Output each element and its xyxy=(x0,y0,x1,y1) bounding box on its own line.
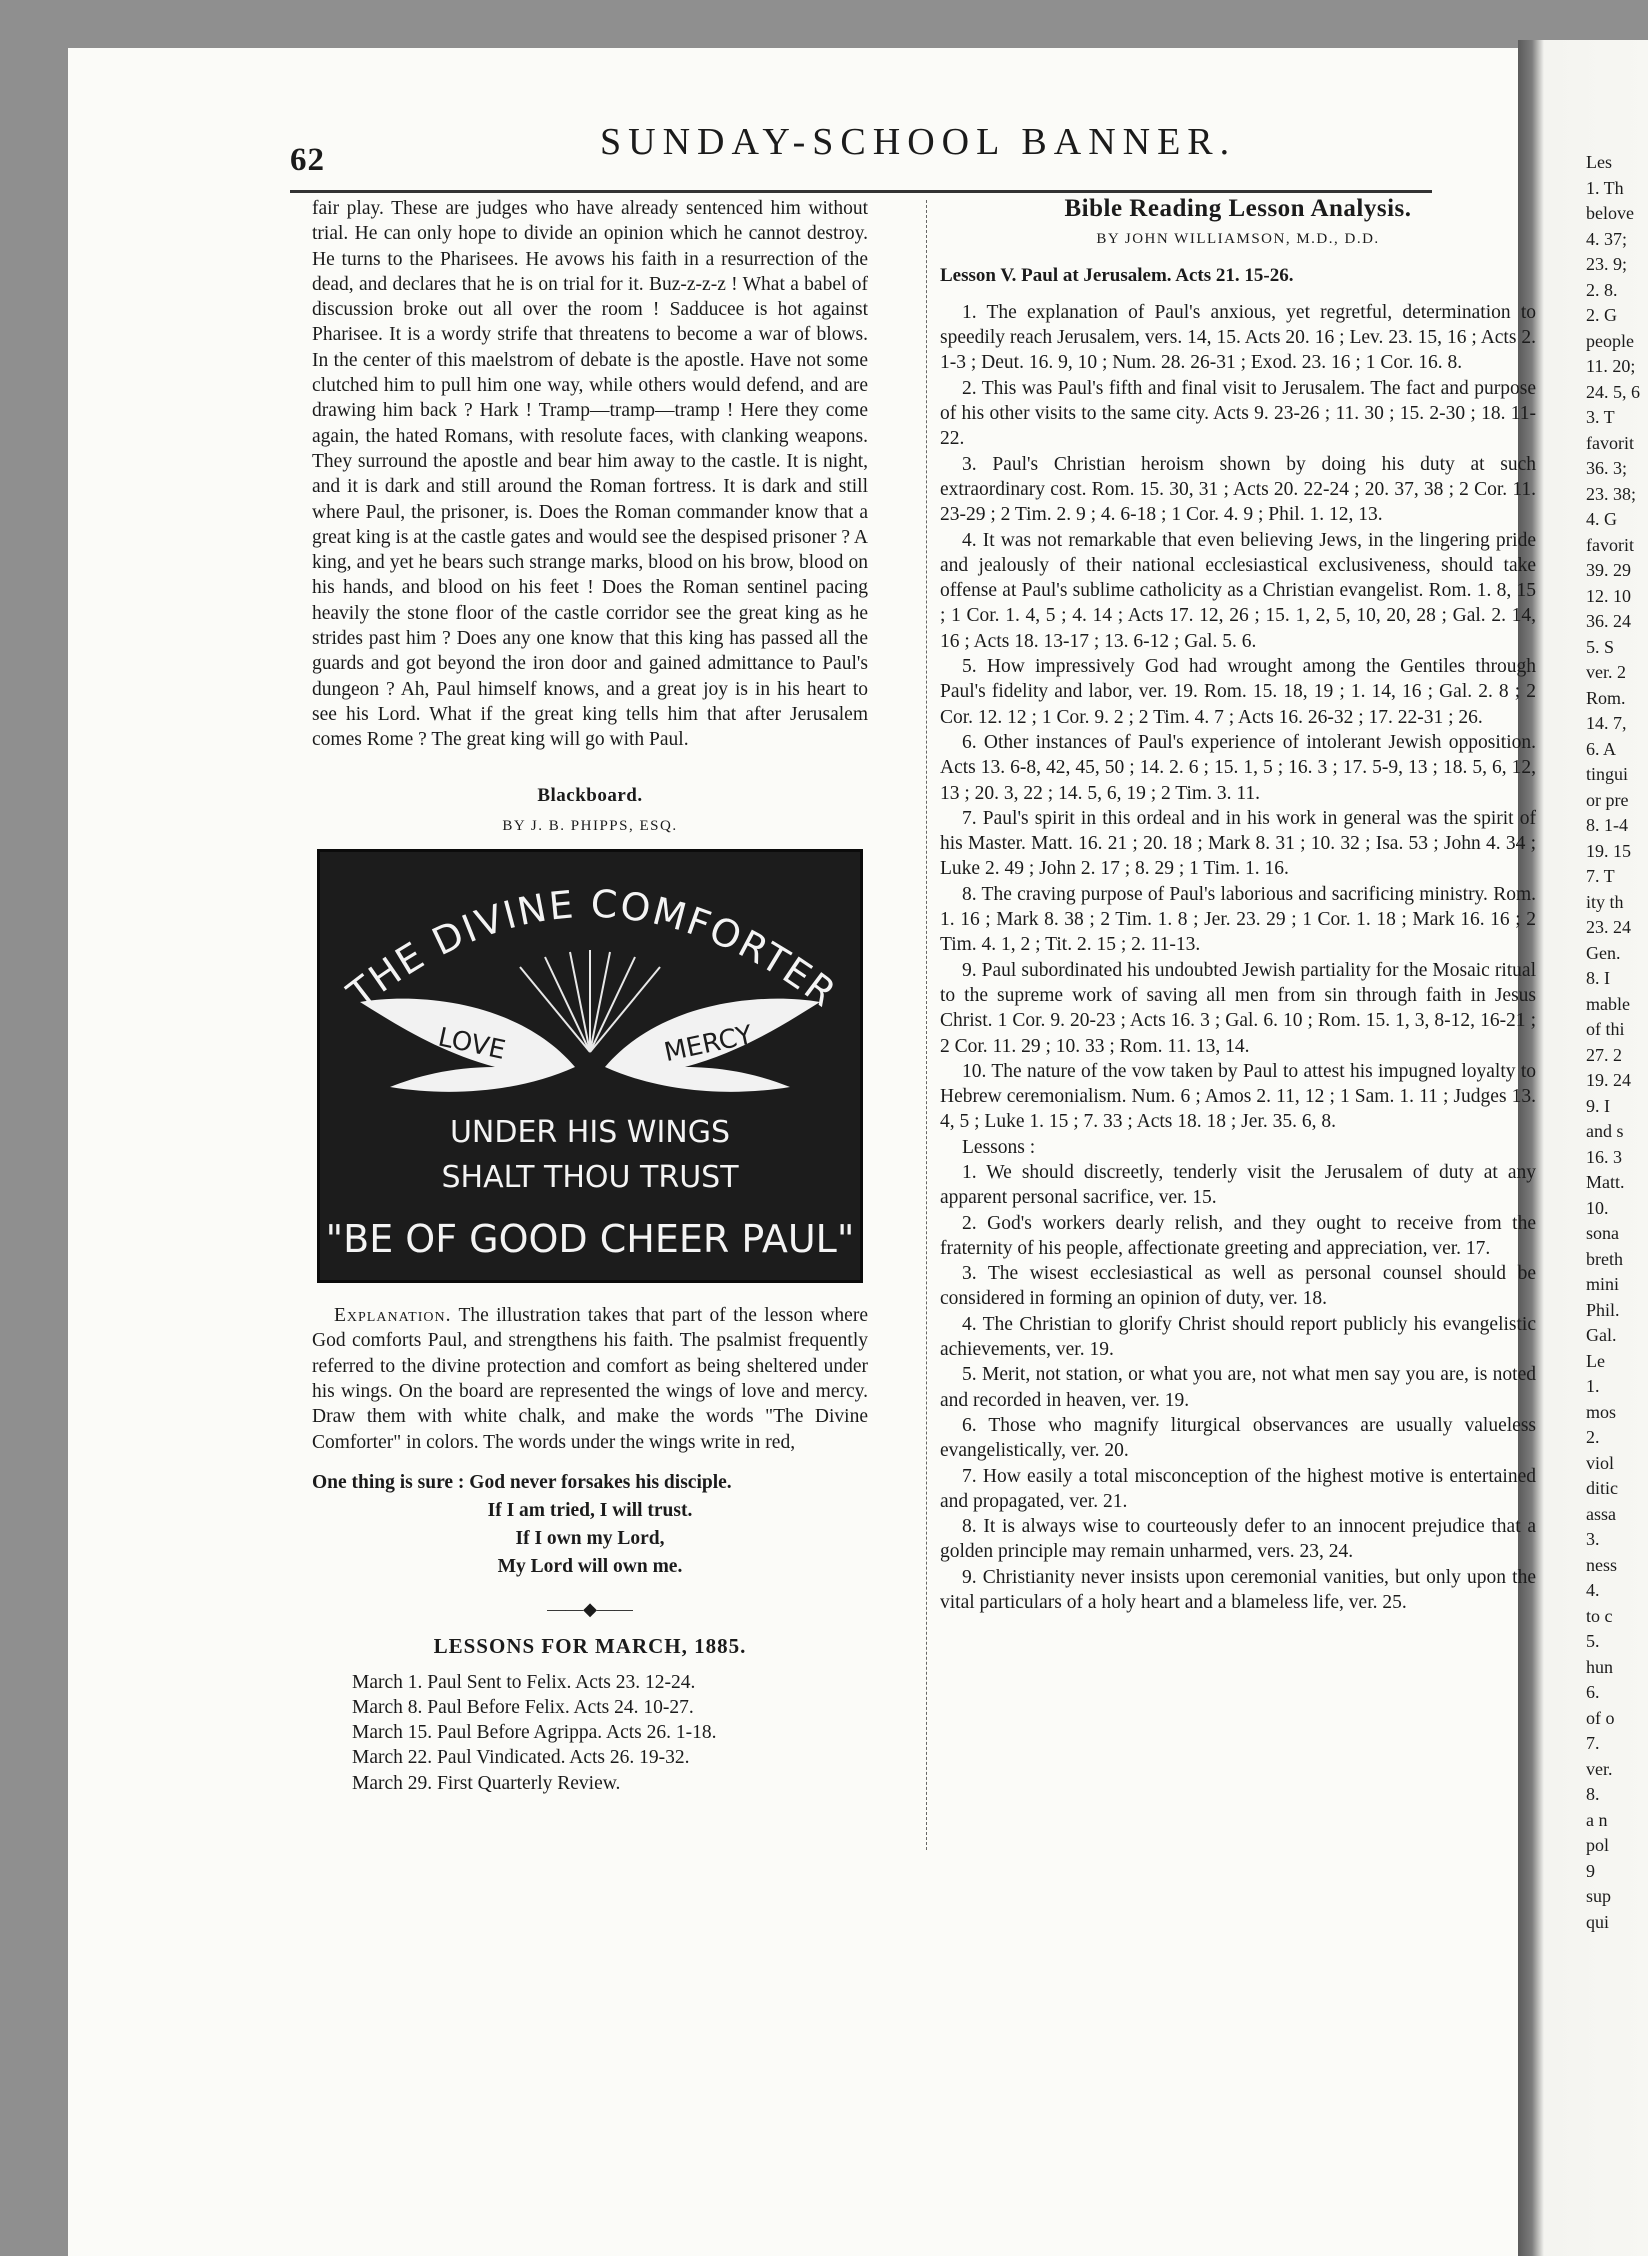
lesson-item: 7. How easily a total misconception of the highest motive is entertained and propagated, ver. 21. xyxy=(940,1465,1536,1512)
right-column xyxy=(940,196,1536,1615)
edge-line: 9 xyxy=(1586,1860,1595,1881)
march-lesson: March 15. Paul Before Agrippa. Acts 26. 1-18. xyxy=(352,1722,717,1744)
blackboard-top-line: THE DIVINE COMFORTER xyxy=(339,881,846,1017)
lesson-item: 9. Christianity never insists upon ceremonial vanities, but only upon the vital particulars of a holy heart and a blameless life, ver. 25. xyxy=(940,1566,1536,1614)
running-head: SUNDAY-SCHOOL BANNER. xyxy=(600,121,1237,163)
edge-line: or pre xyxy=(1586,789,1629,810)
left-column xyxy=(312,196,868,1796)
edge-line: Rom. xyxy=(1586,687,1626,708)
edge-line: pol xyxy=(1586,1835,1610,1855)
explanation-label: Explanation. xyxy=(334,1305,452,1327)
edge-line: 36. 3; xyxy=(1586,458,1628,478)
march-lesson: March 22. Paul Vindicated. Acts 26. 19-32. xyxy=(352,1747,690,1769)
edge-line: Matt. xyxy=(1586,1172,1625,1192)
edge-line: 10. xyxy=(1586,1197,1609,1218)
analysis-point: 7. Paul's spirit in this ordeal and in his work in general was the spirit of his Master. Matt. 16. 21 ; 20. 18 ; Mark 8. 31 ; 10. 32 ; Isa. 53 ; John 4. 34 ; Luke 2. 49 ; John 2. 17 ; 8. 29 ; 1 Tim. 1. 16. xyxy=(940,807,1536,880)
edge-line: 4. 37; xyxy=(1586,228,1628,249)
lesson-title: Lesson V. Paul at Jerusalem. Acts 21. 15-26. xyxy=(940,264,1294,286)
edge-line: Phil. xyxy=(1586,1299,1620,1320)
explanation-text: The illustration takes that part of the lesson where God comforts Paul, and strengthens his faith. The psalmist frequently referred to the divine protection and comfort as being sheltered under his wings. On the board are represented the wings of love and mercy. Draw them with white chalk, and make the words "The Divine Comforter" in colors. The words under the wings write in red, xyxy=(312,1305,868,1453)
edge-line: sona xyxy=(1586,1223,1619,1243)
edge-line: breth xyxy=(1586,1248,1623,1269)
edge-line: 23. 9; xyxy=(1586,254,1628,274)
edge-line: 19. 15 xyxy=(1586,840,1631,861)
edge-line: 7. xyxy=(1586,1733,1600,1753)
edge-line: ity th xyxy=(1586,891,1624,912)
edge-line: 6. xyxy=(1586,1682,1600,1702)
edge-line: 8. xyxy=(1586,1784,1600,1804)
lesson-item: 4. The Christian to glorify Christ should report publicly his evangelistic achievements, ver. 19. xyxy=(940,1313,1536,1361)
edge-line: 2. G xyxy=(1586,305,1617,325)
analysis-heading: Bible Reading Lesson Analysis. xyxy=(1064,195,1412,222)
edge-line: 3. xyxy=(1586,1529,1600,1549)
lesson-item: 6. Those who magnify liturgical observances are usually valueless evangelistically, ver. 20. xyxy=(940,1414,1536,1462)
edge-line: 36. 24 xyxy=(1586,611,1631,631)
edge-line: 5. S xyxy=(1586,636,1615,657)
analysis-point: 2. This was Paul's fifth and final visit to Jerusalem. The fact and purpose of his other visits to the same city. Acts 9. 23-26 ; 11. 30 ; 15. 2-30 ; 18. 11-22. xyxy=(940,377,1536,450)
analysis-point: 6. Other instances of Paul's experience of intolerant Jewish opposition. Acts 13. 6-8, 42, 45, 50 ; 14. 2. 6 ; 15. 1, 5 ; 16. 3 ; 17. 5-9, 13 ; 18. 5, 6, 12, 13 ; 20. 3, 22 ; 14. 5, 6, 19 ; 2 Tim. 3. 11. xyxy=(940,731,1536,804)
edge-line: and s xyxy=(1586,1121,1624,1141)
shalt-thou-trust: SHALT THOU TRUST xyxy=(441,1160,739,1196)
analysis-byline: BY JOHN WILLIAMSON, M.D., D.D. xyxy=(1096,231,1380,248)
analysis-point: 8. The craving purpose of Paul's laborious and sacrificing ministry. Rom. 1. 16 ; Mark 8. 38 ; 2 Tim. 1. 8 ; Jer. 23. 29 ; 1 Cor. 1. 18 ; Mark 16. 16 ; 2 Tim. 4. 1, 2 ; Tit. 2. 15 ; 2. 11-13. xyxy=(940,883,1536,956)
page-number: 62 xyxy=(290,142,325,178)
edge-line: to c xyxy=(1586,1605,1613,1626)
edge-line: 2. 8. xyxy=(1586,279,1618,300)
edge-line: favorit xyxy=(1586,534,1634,555)
edge-line: belove xyxy=(1586,203,1634,223)
edge-line: ness xyxy=(1586,1554,1617,1575)
lessons-march-heading: LESSONS FOR MARCH, 1885. xyxy=(433,1634,747,1659)
column-rule xyxy=(926,200,928,1850)
edge-line: assa xyxy=(1586,1503,1616,1524)
header-rule xyxy=(290,190,1432,193)
edge-line: tingui xyxy=(1586,764,1629,784)
edge-line: 16. 3 xyxy=(1586,1146,1622,1167)
lesson-item: 1. We should discreetly, tenderly visit the Jerusalem of duty at any apparent personal sacrifice, ver. 15. xyxy=(940,1161,1536,1209)
verse-line-1: One thing is sure : God never forsakes his disciple. xyxy=(312,1471,732,1493)
ornament-divider-icon: ——◆—— xyxy=(547,1598,633,1619)
edge-line: 2. xyxy=(1586,1427,1600,1447)
edge-line: mable xyxy=(1586,993,1630,1014)
edge-line: mini xyxy=(1586,1274,1620,1294)
verse-line-3: If I own my Lord, xyxy=(515,1527,665,1549)
edge-line: ver. 2 xyxy=(1586,662,1626,682)
edge-line: 14. 7, xyxy=(1586,713,1627,733)
analysis-point: 1. The explanation of Paul's anxious, yet regretful, determination to speedily reach Jerusalem, vers. 14, 15. Acts 20. 16 ; Lev. 23. 15, 16 ; Acts 2. 1-3 ; Deut. 16. 9, 10 ; Num. 28. 26-31 ; Exod. 23. 16 ; 1 Cor. 16. 8. xyxy=(940,301,1536,374)
edge-line: 8. 1-4 xyxy=(1586,815,1628,835)
edge-line: ver. xyxy=(1586,1758,1613,1779)
edge-line: 23. 38; xyxy=(1586,483,1637,504)
analysis-point: 9. Paul subordinated his undoubted Jewish partiality for the Mosaic ritual to the supreme work of saving all men from sin through faith in Jesus Christ. 1 Cor. 9. 20-23 ; Acts 16. 3 ; Gal. 6. 10 ; Rom. 15. 1, 3, 8-12, 16-21 ; 2 Cor. 11. 29 ; 10. 33 ; Rom. 11. 13, 14. xyxy=(940,959,1536,1057)
analysis-point: 10. The nature of the vow taken by Paul to attest his impugned loyalty to Hebrew ceremonialism. Num. 6 ; Amos 2. 11, 12 ; 1 Sam. 1. 11 ; Judges 13. 4, 5 ; Luke 1. 15 ; 7. 33 ; Acts 18. 18 ; Jer. 35. 6, 8. xyxy=(940,1060,1536,1133)
next-page-edge xyxy=(1586,150,1648,1935)
edge-line: 1. xyxy=(1586,1376,1600,1396)
edge-line: 7. T xyxy=(1586,866,1615,886)
lessons-label: Lessons : xyxy=(962,1136,1036,1158)
edge-line: qui xyxy=(1586,1911,1610,1932)
edge-line: 3. T xyxy=(1586,407,1615,427)
edge-line: 12. 10 xyxy=(1586,585,1631,606)
edge-line: 4. G xyxy=(1586,509,1617,529)
edge-line: 9. I xyxy=(1586,1095,1610,1116)
edge-line: 19. 24 xyxy=(1586,1070,1631,1090)
under-his-wings: UNDER HIS WINGS xyxy=(449,1115,731,1151)
edge-line: 24. 5, 6 xyxy=(1586,381,1640,402)
edge-line: people xyxy=(1586,330,1634,351)
story-paragraph: fair play. These are judges who have already sentenced him without trial. He can only hope to divide an opinion which he cannot destroy. He turns to the Pharisees. He avows his faith in a resurrection of the dead, and declares that he is on trial for it. Buz-z-z-z ! What a babel of discussion broke out all over the room ! Sadducee is hot against Pharisee. It is a wordy strife that threatens to become a war of blows. In the center of this maelstrom of debate is the apostle. Have not some clutched him to pull him one way, while others would defend, and are drawing him back ? Hark ! Tramp—tramp—tramp ! Here they come again, the hated Romans, with resolute faces, with clanking weapons. They surround the apostle and bear him away to the castle. It is night, and it is dark and still around the Roman fortress. It is dark and still where Paul, the prisoner, is. Does the Roman commander know that a great king is at the castle gates and would see the despised prisoner ? A king, and yet he bears such strange marks, blood on his brow, blood on his hands, and blood on his feet ! Does the Roman sentinel pacing heavily the stone floor of the castle corridor see the great king as he strides past him ? Does any one know that this king has passed all the guards and got beyond the iron door and gained admittance to Paul's dungeon ? Ah, Paul himself knows, and a great joy is in his heart to see his Lord. What if the great king tells him that after Jerusalem comes Rome ? The great king will go with Paul. xyxy=(312,198,868,751)
lesson-item: 8. It is always wise to courteously defer to an innocent prejudice that a golden principle may remain unharmed, vers. 23, 24. xyxy=(940,1516,1536,1563)
edge-line: Gal. xyxy=(1586,1325,1617,1345)
blackboard-illustration xyxy=(317,849,863,1283)
edge-line: 11. 20; xyxy=(1586,356,1636,376)
explanation-paragraph xyxy=(312,1303,868,1455)
edge-line: Gen. xyxy=(1586,942,1621,963)
march-lesson: March 8. Paul Before Felix. Acts 24. 10-27. xyxy=(352,1696,694,1718)
edge-line: 27. 2 xyxy=(1586,1044,1622,1065)
love-label: LOVE xyxy=(435,1022,508,1067)
edge-line: Les xyxy=(1586,152,1612,172)
analysis-point: 5. How impressively God had wrought among the Gentiles through Paul's fidelity and labor, ver. 19. Rom. 15. 18, 19 ; 1. 14, 16 ; Gal. 2. 8 ; 2 Cor. 12. 12 ; 1 Cor. 9. 2 ; 2 Tim. 4. 7 ; Acts 16. 26-32 ; 17. 22-31 ; 26. xyxy=(940,656,1536,728)
lesson-item: 5. Merit, not station, or what you are, not what men say you are, is noted and recorded in heaven, ver. 19. xyxy=(940,1364,1536,1411)
edge-line: hun xyxy=(1586,1656,1613,1677)
edge-line: 8. I xyxy=(1586,968,1610,988)
edge-line: sup xyxy=(1586,1886,1612,1906)
march-lesson: March 1. Paul Sent to Felix. Acts 23. 12-24. xyxy=(352,1671,696,1693)
be-of-good-cheer: "BE OF GOOD CHEER PAUL" xyxy=(325,1217,855,1262)
edge-line: ditic xyxy=(1586,1478,1618,1498)
lesson-item: 2. God's workers dearly relish, and they ought to receive from the fraternity of his people, affectionate greeting and appreciation, ver. 17. xyxy=(940,1212,1536,1259)
edge-line: 39. 29 xyxy=(1586,560,1631,580)
edge-line: 1. Th xyxy=(1586,177,1624,198)
verse-line-2: If I am tried, I will trust. xyxy=(487,1499,693,1521)
edge-line: a n xyxy=(1586,1809,1608,1830)
edge-line: of o xyxy=(1586,1707,1615,1728)
lesson-item: 3. The wisest ecclesiastical as well as personal counsel should be considered in forming an opinion of duty, ver. 18. xyxy=(940,1263,1536,1310)
edge-line: Le xyxy=(1586,1350,1605,1371)
edge-line: 23. 24 xyxy=(1586,917,1631,937)
edge-line: 6. A xyxy=(1586,738,1617,759)
edge-line: 5. xyxy=(1586,1631,1600,1651)
blackboard-heading: Blackboard. xyxy=(537,784,643,806)
edge-line: of thi xyxy=(1586,1019,1625,1039)
edge-line: favorit xyxy=(1586,432,1634,453)
verse-line-4: My Lord will own me. xyxy=(497,1555,683,1577)
edge-line: mos xyxy=(1586,1401,1617,1422)
blackboard-byline: BY J. B. PHIPPS, ESQ. xyxy=(502,817,678,834)
analysis-point: 3. Paul's Christian heroism shown by doing his duty at such extraordinary cost. Rom. 15. 30, 31 ; Acts 20. 22-24 ; 20. 37, 38 ; 2 Cor. 11. 23-29 ; 2 Tim. 2. 9 ; 4. 6-18 ; 1 Cor. 4. 9 ; Phil. 1. 12, 13. xyxy=(940,453,1536,526)
edge-line: viol xyxy=(1586,1452,1615,1473)
edge-line: 4. xyxy=(1586,1580,1600,1600)
analysis-point: 4. It was not remarkable that even believing Jews, in the lingering pride and jealously of their national ecclesiastical exclusiveness, should take offense at Paul's sublime catholicity as a Christian evangelist. Rom. 1. 8, 15 ; 1 Cor. 1. 4, 5 ; 4. 14 ; Acts 17. 12, 26 ; 15. 1, 2, 5, 10, 20, 28 ; Gal. 2. 14, 16 ; Acts 18. 13-17 ; 13. 6-12 ; Gal. 5. 6. xyxy=(940,529,1536,652)
march-lesson: March 29. First Quarterly Review. xyxy=(352,1772,621,1794)
mercy-label: MERCY xyxy=(661,1020,756,1069)
